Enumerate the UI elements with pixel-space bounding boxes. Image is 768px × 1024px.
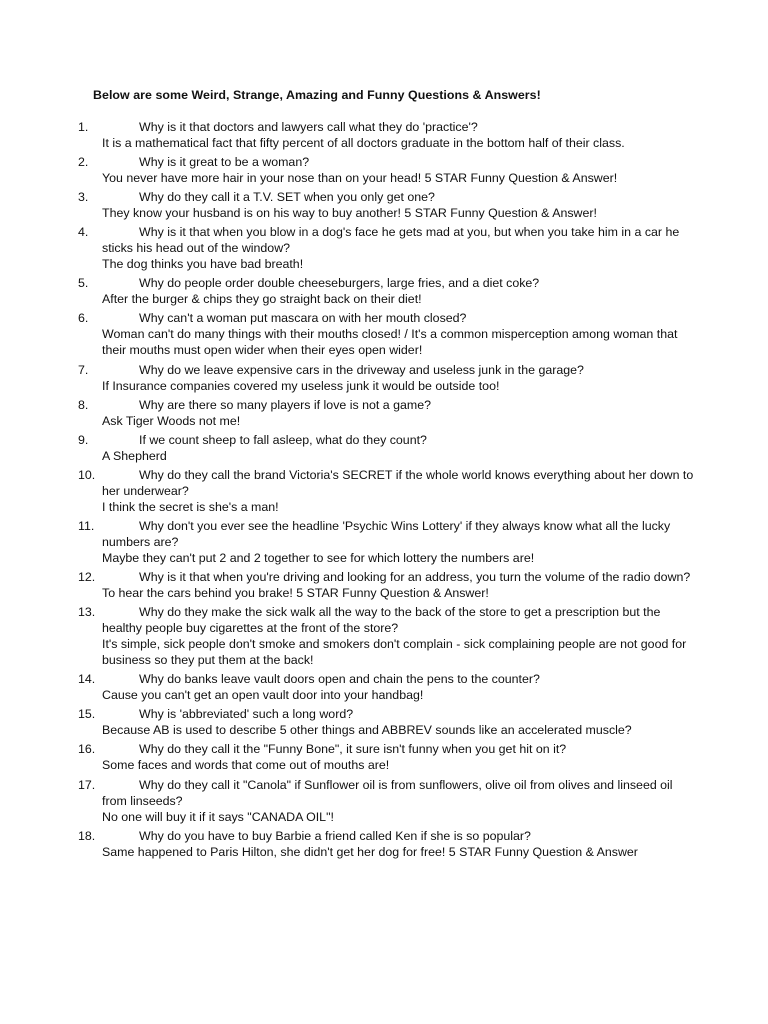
question-text: Why do banks leave vault doors open and chain the pens to the counter?: [139, 672, 540, 687]
question-text: Why do they call it a T.V. SET when you only get one?: [139, 190, 435, 205]
qa-item: [0, 397, 768, 429]
item-number: 12.: [78, 570, 96, 585]
item-number: 3.: [78, 190, 89, 205]
qa-item: [0, 741, 768, 773]
qa-item: [0, 604, 768, 668]
answer-text: To hear the cars behind you brake! 5 STAR Funny Question & Answer!: [102, 586, 489, 601]
qa-item: [0, 706, 768, 738]
item-number: 13.: [78, 605, 96, 620]
answer-text: Woman can't do many things with their mouths closed! / It's a common misperception among woman that their mouths must open wider when their eyes open wider!: [102, 327, 678, 358]
question-text: Why is 'abbreviated' such a long word?: [139, 707, 354, 722]
qa-item: [0, 154, 768, 186]
qa-item: [0, 224, 768, 272]
answer-text: It is a mathematical fact that fifty percent of all doctors graduate in the bottom half of their class.: [102, 136, 625, 150]
item-number: 14.: [78, 672, 96, 687]
question-text: If we count sheep to fall asleep, what do they count?: [139, 432, 427, 447]
answer-text: You never have more hair in your nose than on your head! 5 STAR Funny Question & Answer!: [102, 171, 618, 186]
qa-list: [0, 119, 768, 863]
qa-item: [0, 119, 768, 151]
qa-item: [0, 569, 768, 601]
qa-item: [0, 671, 768, 703]
item-number: 15.: [78, 707, 96, 722]
item-number: 8.: [78, 397, 89, 412]
answer-text: They know your husband is on his way to buy another! 5 STAR Funny Question & Answer!: [102, 206, 597, 221]
qa-item: [0, 362, 768, 394]
question-text: Why do we leave expensive cars in the driveway and useless junk in the garage?: [139, 362, 584, 377]
qa-item: [0, 828, 768, 860]
item-number: 6.: [78, 311, 89, 326]
page-title: Below are some Weird, Strange, Amazing and Funny Questions & Answers!: [93, 88, 541, 102]
question-text: Why is it great to be a woman?: [139, 155, 310, 170]
item-number: 11.: [78, 518, 95, 533]
item-number: 7.: [78, 362, 89, 377]
answer-text: A Shepherd: [102, 448, 167, 463]
answer-text: The dog thinks you have bad breath!: [102, 257, 304, 272]
item-number: 2.: [78, 155, 89, 170]
qa-item: [0, 275, 768, 307]
item-number: 9.: [78, 432, 89, 447]
item-number: 16.: [78, 742, 96, 757]
item-number: 5.: [78, 276, 89, 291]
question-text: Why do you have to buy Barbie a friend called Ken if she is so popular?: [139, 828, 531, 843]
question-text: Why can't a woman put mascara on with her mouth closed?: [139, 311, 467, 326]
qa-item: [0, 310, 768, 358]
qa-item: [0, 518, 768, 566]
question-text: Why do they call it the "Funny Bone", it sure isn't funny when you get hit on it?: [139, 742, 567, 757]
qa-item: [0, 777, 768, 825]
answer-text: After the burger & chips they go straight back on their diet!: [102, 292, 422, 307]
item-number: 1.: [78, 120, 89, 134]
question-text: Why do they call the brand Victoria's SECRET if the whole world knows everything about her down to her underwear?: [102, 467, 694, 498]
question-text: Why do people order double cheeseburgers, large fries, and a diet coke?: [139, 276, 540, 291]
qa-item: [0, 467, 768, 515]
answer-text: No one will buy it if it says "CANADA OIL"!: [102, 809, 334, 824]
answer-text: If Insurance companies covered my useless junk it would be outside too!: [102, 378, 500, 393]
answer-text: It's simple, sick people don't smoke and smokers don't complain - sick complaining people are not good for business so they put them at the back!: [102, 637, 687, 668]
answer-text: Maybe they can't put 2 and 2 together to see for which lottery the numbers are!: [102, 550, 535, 565]
answer-text: Ask Tiger Woods not me!: [102, 413, 241, 428]
item-number: 17.: [78, 777, 96, 792]
answer-text: Some faces and words that come out of mouths are!: [102, 758, 390, 773]
question-text: Why do they call it "Canola" if Sunflower oil is from sunflowers, olive oil from olives and linseed oil from linseeds?: [102, 777, 673, 808]
question-text: Why is it that when you blow in a dog's face he gets mad at you, but when you take him in a car he sticks his head out of the window?: [102, 225, 680, 256]
question-text: Why are there so many players if love is not a game?: [139, 397, 432, 412]
qa-item: [0, 189, 768, 221]
question-text: Why is it that doctors and lawyers call what they do 'practice'?: [139, 120, 478, 134]
item-number: 10.: [78, 467, 96, 482]
answer-text: Because AB is used to describe 5 other things and ABBREV sounds like an accelerated muscle?: [102, 723, 632, 738]
question-text: Why do they make the sick walk all the way to the back of the store to get a prescription but the healthy people buy cigarettes at the front of the store?: [102, 605, 661, 636]
item-number: 4.: [78, 225, 89, 240]
question-text: Why don't you ever see the headline 'Psychic Wins Lottery' if they always know what all the lucky numbers are?: [102, 518, 671, 549]
answer-text: Same happened to Paris Hilton, she didn't get her dog for free! 5 STAR Funny Question & Answer: [102, 844, 638, 859]
answer-text: I think the secret is she's a man!: [102, 499, 279, 514]
qa-item: [0, 432, 768, 464]
question-text: Why is it that when you're driving and looking for an address, you turn the volume of the radio down?: [139, 570, 691, 585]
item-number: 18.: [78, 828, 96, 843]
answer-text: Cause you can't get an open vault door into your handbag!: [102, 688, 424, 703]
